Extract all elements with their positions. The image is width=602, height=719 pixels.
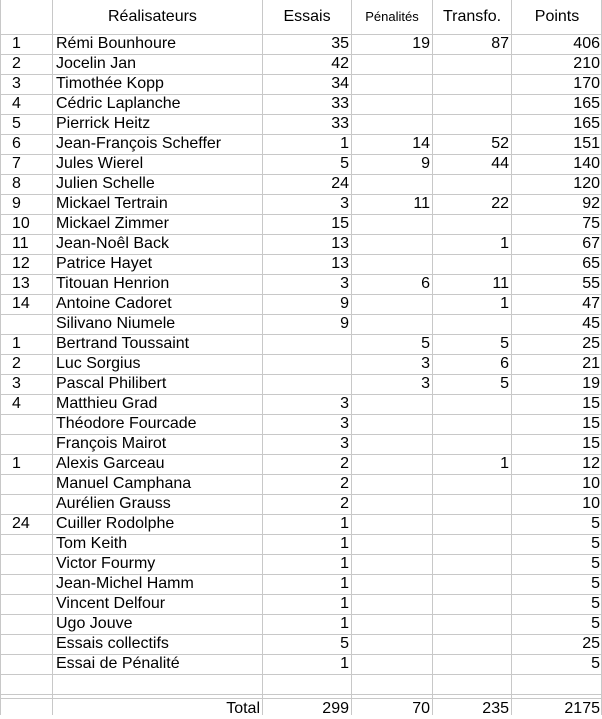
essais-cell[interactable]: 1 (340, 615, 349, 632)
essais-cell[interactable]: 1 (340, 555, 349, 572)
essais-cell[interactable]: 13 (331, 235, 349, 252)
points-cell[interactable]: 5 (591, 535, 600, 552)
rank-cell[interactable]: 2 (12, 355, 21, 372)
points-cell[interactable]: 15 (582, 395, 600, 412)
essais-cell[interactable] (263, 334, 351, 354)
scorer-name[interactable]: Silivano Niumele (56, 315, 176, 332)
rank-cell[interactable]: 8 (12, 175, 21, 192)
column-gridline (52, 0, 53, 715)
scorer-name[interactable]: Mickael Tertrain (56, 195, 168, 212)
scorer-name[interactable]: Ugo Jouve (56, 615, 133, 632)
transfo-cell[interactable]: 5 (500, 375, 509, 392)
penalites-cell[interactable] (352, 614, 432, 634)
penalites-cell[interactable] (352, 174, 432, 194)
penalites-cell[interactable]: 3 (421, 355, 430, 372)
essais-cell[interactable]: 24 (331, 175, 349, 192)
points-cell[interactable]: 15 (582, 415, 600, 432)
penalites-cell[interactable] (352, 474, 432, 494)
points-cell[interactable]: 140 (573, 155, 600, 172)
scorer-name[interactable]: Rémi Bounhoure (56, 35, 177, 52)
essais-cell[interactable] (263, 374, 351, 394)
penalites-cell[interactable] (352, 634, 432, 654)
points-cell[interactable]: 25 (582, 335, 600, 352)
rank-cell[interactable]: 24 (12, 515, 30, 532)
rank-cell[interactable] (12, 574, 42, 594)
transfo-cell[interactable]: 1 (500, 295, 509, 312)
penalites-cell[interactable] (352, 114, 432, 134)
essais-cell[interactable]: 2 (340, 455, 349, 472)
points-cell[interactable]: 25 (582, 635, 600, 652)
rank-cell[interactable] (12, 654, 42, 674)
transfo-cell[interactable]: 1 (500, 455, 509, 472)
essais-cell[interactable]: 3 (340, 415, 349, 432)
essais-cell[interactable]: 3 (340, 395, 349, 412)
rank-cell[interactable]: 4 (12, 95, 21, 112)
row-gridline (0, 694, 602, 695)
points-cell[interactable]: 10 (582, 495, 600, 512)
essais-cell[interactable]: 1 (340, 575, 349, 592)
points-cell[interactable]: 165 (573, 95, 600, 112)
scorer-name[interactable]: Cuiller Rodolphe (56, 515, 175, 532)
penalites-cell[interactable] (352, 294, 432, 314)
scorer-name[interactable]: Jules Wierel (56, 155, 144, 172)
rank-cell[interactable] (12, 494, 42, 514)
essais-cell[interactable]: 5 (340, 635, 349, 652)
penalites-cell[interactable] (352, 94, 432, 114)
transfo-cell[interactable] (433, 94, 511, 114)
penalites-cell[interactable] (352, 74, 432, 94)
penalites-cell[interactable]: 19 (412, 35, 430, 52)
transfo-cell[interactable] (433, 394, 511, 414)
essais-cell[interactable]: 34 (331, 75, 349, 92)
total-essais[interactable]: 299 (322, 700, 349, 717)
scorer-name[interactable]: Patrice Hayet (56, 255, 153, 272)
scorer-name[interactable]: Tom Keith (56, 535, 128, 552)
scorer-name[interactable]: Théodore Fourcade (56, 415, 197, 432)
rank-cell[interactable]: 5 (12, 115, 21, 132)
scorer-name[interactable]: Julien Schelle (56, 175, 155, 192)
penalites-cell[interactable]: 5 (421, 335, 430, 352)
rank-cell[interactable]: 2 (12, 55, 21, 72)
penalites-cell[interactable]: 14 (412, 135, 430, 152)
points-cell[interactable]: 165 (573, 115, 600, 132)
essais-cell[interactable]: 33 (331, 115, 349, 132)
transfo-cell[interactable] (433, 214, 511, 234)
penalites-cell[interactable] (352, 254, 432, 274)
rank-cell[interactable]: 13 (12, 275, 30, 292)
header-transfo[interactable]: Transfo. (442, 8, 502, 25)
rank-cell[interactable] (12, 534, 42, 554)
penalites-cell[interactable] (352, 554, 432, 574)
rank-cell[interactable]: 6 (12, 135, 21, 152)
scorer-name[interactable]: Jean-Noêl Back (56, 235, 169, 252)
transfo-cell[interactable]: 22 (491, 195, 509, 212)
rank-cell[interactable]: 1 (12, 335, 21, 352)
scorer-name[interactable]: Matthieu Grad (56, 395, 158, 412)
header-realisateurs[interactable]: Réalisateurs (108, 8, 197, 25)
points-cell[interactable]: 55 (582, 275, 600, 292)
essais-cell[interactable]: 1 (340, 515, 349, 532)
header-penalites[interactable]: Pénalités (365, 9, 419, 24)
points-cell[interactable]: 10 (582, 475, 600, 492)
rank-cell[interactable] (12, 474, 42, 494)
header-points[interactable]: Points (534, 8, 580, 25)
essais-cell[interactable]: 1 (340, 135, 349, 152)
penalites-cell[interactable] (352, 454, 432, 474)
essais-cell[interactable]: 3 (340, 195, 349, 212)
essais-cell[interactable]: 3 (340, 275, 349, 292)
penalites-cell[interactable] (352, 394, 432, 414)
points-cell[interactable]: 45 (582, 315, 600, 332)
transfo-cell[interactable] (433, 114, 511, 134)
scorer-name[interactable]: Pierrick Heitz (56, 115, 151, 132)
penalites-cell[interactable] (352, 514, 432, 534)
penalites-cell[interactable] (352, 434, 432, 454)
rank-cell[interactable] (12, 634, 42, 654)
transfo-cell[interactable]: 87 (491, 35, 509, 52)
transfo-cell[interactable] (433, 414, 511, 434)
points-cell[interactable]: 19 (582, 375, 600, 392)
transfo-cell[interactable] (433, 594, 511, 614)
scorer-name[interactable]: Cédric Laplanche (56, 95, 181, 112)
points-cell[interactable]: 12 (582, 455, 600, 472)
rank-cell[interactable]: 7 (12, 155, 21, 172)
rank-cell[interactable]: 10 (12, 215, 30, 232)
essais-cell[interactable]: 3 (340, 435, 349, 452)
rank-cell[interactable]: 4 (12, 395, 21, 412)
scorer-name[interactable]: Pascal Philibert (56, 375, 167, 392)
transfo-cell[interactable] (433, 634, 511, 654)
penalites-cell[interactable] (352, 654, 432, 674)
rank-cell[interactable]: 3 (12, 75, 21, 92)
points-cell[interactable]: 5 (591, 655, 600, 672)
points-cell[interactable]: 5 (591, 595, 600, 612)
transfo-cell[interactable] (433, 174, 511, 194)
penalites-cell[interactable] (352, 214, 432, 234)
transfo-cell[interactable] (433, 494, 511, 514)
points-cell[interactable]: 5 (591, 615, 600, 632)
scorer-name[interactable]: Victor Fourmy (56, 555, 156, 572)
rank-cell[interactable]: 1 (12, 455, 21, 472)
transfo-cell[interactable]: 44 (491, 155, 509, 172)
essais-cell[interactable]: 5 (340, 155, 349, 172)
transfo-cell[interactable] (433, 254, 511, 274)
points-cell[interactable]: 65 (582, 255, 600, 272)
transfo-cell[interactable]: 11 (492, 275, 509, 292)
total-penalites[interactable]: 70 (412, 700, 430, 717)
rank-cell[interactable]: 11 (12, 235, 29, 252)
scorer-name[interactable]: Essai de Pénalité (56, 655, 180, 672)
transfo-cell[interactable]: 6 (500, 355, 509, 372)
penalites-cell[interactable] (352, 414, 432, 434)
points-cell[interactable]: 120 (573, 175, 600, 192)
penalites-cell[interactable] (352, 574, 432, 594)
points-cell[interactable]: 406 (573, 35, 600, 52)
penalites-cell[interactable]: 11 (413, 195, 430, 212)
total-label[interactable]: Total (226, 700, 260, 717)
points-cell[interactable]: 21 (582, 355, 600, 372)
essais-cell[interactable]: 15 (331, 215, 349, 232)
transfo-cell[interactable] (433, 434, 511, 454)
scorer-name[interactable]: Titouan Henrion (56, 275, 170, 292)
transfo-cell[interactable] (433, 534, 511, 554)
essais-cell[interactable]: 33 (331, 95, 349, 112)
transfo-cell[interactable] (433, 74, 511, 94)
penalites-cell[interactable] (352, 54, 432, 74)
transfo-cell[interactable] (433, 474, 511, 494)
points-cell[interactable]: 151 (573, 135, 600, 152)
essais-cell[interactable] (263, 354, 351, 374)
points-cell[interactable]: 170 (573, 75, 600, 92)
essais-cell[interactable]: 1 (340, 595, 349, 612)
rank-cell[interactable] (12, 594, 42, 614)
rank-cell[interactable] (12, 554, 42, 574)
essais-cell[interactable]: 35 (331, 35, 349, 52)
scorer-name[interactable]: Vincent Delfour (56, 595, 166, 612)
transfo-cell[interactable] (433, 314, 511, 334)
rank-cell[interactable]: 9 (12, 195, 21, 212)
transfo-cell[interactable] (433, 574, 511, 594)
transfo-cell[interactable]: 5 (500, 335, 509, 352)
transfo-cell[interactable] (433, 654, 511, 674)
rank-cell[interactable]: 14 (12, 295, 30, 312)
rank-cell[interactable] (12, 314, 42, 334)
column-gridline (0, 0, 1, 715)
rank-cell[interactable]: 12 (12, 255, 30, 272)
scorer-name[interactable]: François Mairot (56, 435, 167, 452)
points-cell[interactable]: 15 (582, 435, 600, 452)
transfo-cell[interactable]: 52 (491, 135, 509, 152)
scorer-name[interactable]: Bertrand Toussaint (56, 335, 190, 352)
total-transfo[interactable]: 235 (482, 700, 509, 717)
row-gridline (0, 674, 602, 675)
essais-cell[interactable]: 2 (340, 495, 349, 512)
penalites-cell[interactable]: 9 (421, 155, 430, 172)
points-cell[interactable]: 5 (591, 555, 600, 572)
essais-cell[interactable]: 1 (340, 655, 349, 672)
rank-cell[interactable]: 3 (12, 375, 21, 392)
scorer-name[interactable]: Alexis Garceau (56, 455, 165, 472)
total-points[interactable]: 2175 (564, 700, 600, 717)
penalites-cell[interactable] (352, 594, 432, 614)
scorer-name[interactable]: Jocelin Jan (56, 55, 137, 72)
points-cell[interactable]: 67 (582, 235, 600, 252)
rank-cell[interactable]: 1 (12, 35, 21, 52)
essais-cell[interactable]: 42 (331, 55, 349, 72)
essais-cell[interactable]: 2 (340, 475, 349, 492)
transfo-cell[interactable]: 1 (500, 235, 509, 252)
scorer-name[interactable]: Mickael Zimmer (56, 215, 169, 232)
penalites-cell[interactable]: 6 (421, 275, 430, 292)
penalites-cell[interactable]: 3 (421, 375, 430, 392)
penalites-cell[interactable] (352, 314, 432, 334)
transfo-cell[interactable] (433, 614, 511, 634)
scorer-name[interactable]: Essais collectifs (56, 635, 169, 652)
points-cell[interactable]: 5 (591, 575, 600, 592)
essais-cell[interactable]: 1 (340, 535, 349, 552)
essais-cell[interactable]: 9 (340, 295, 349, 312)
scorer-name[interactable]: Antoine Cadoret (56, 295, 172, 312)
points-cell[interactable]: 75 (582, 215, 600, 232)
rank-cell[interactable] (12, 434, 42, 454)
penalites-cell[interactable] (352, 494, 432, 514)
essais-cell[interactable]: 9 (340, 315, 349, 332)
points-cell[interactable]: 5 (591, 515, 600, 532)
rank-cell[interactable] (12, 614, 42, 634)
scorer-name[interactable]: Jean-François Scheffer (56, 135, 222, 152)
points-cell[interactable]: 47 (582, 295, 600, 312)
points-cell[interactable]: 92 (582, 195, 600, 212)
transfo-cell[interactable] (433, 514, 511, 534)
scorer-name[interactable]: Luc Sorgius (56, 355, 141, 372)
scorer-name[interactable]: Timothée Kopp (56, 75, 164, 92)
scorer-name[interactable]: Jean-Michel Hamm (56, 575, 194, 592)
transfo-cell[interactable] (433, 54, 511, 74)
essais-cell[interactable]: 13 (331, 255, 349, 272)
header-essais[interactable]: Essais (283, 8, 331, 25)
transfo-cell[interactable] (433, 554, 511, 574)
points-cell[interactable]: 210 (573, 55, 600, 72)
penalites-cell[interactable] (352, 534, 432, 554)
penalites-cell[interactable] (352, 234, 432, 254)
scorer-name[interactable]: Aurélien Grauss (56, 495, 171, 512)
rank-cell[interactable] (12, 414, 42, 434)
scorer-name[interactable]: Manuel Camphana (56, 475, 192, 492)
